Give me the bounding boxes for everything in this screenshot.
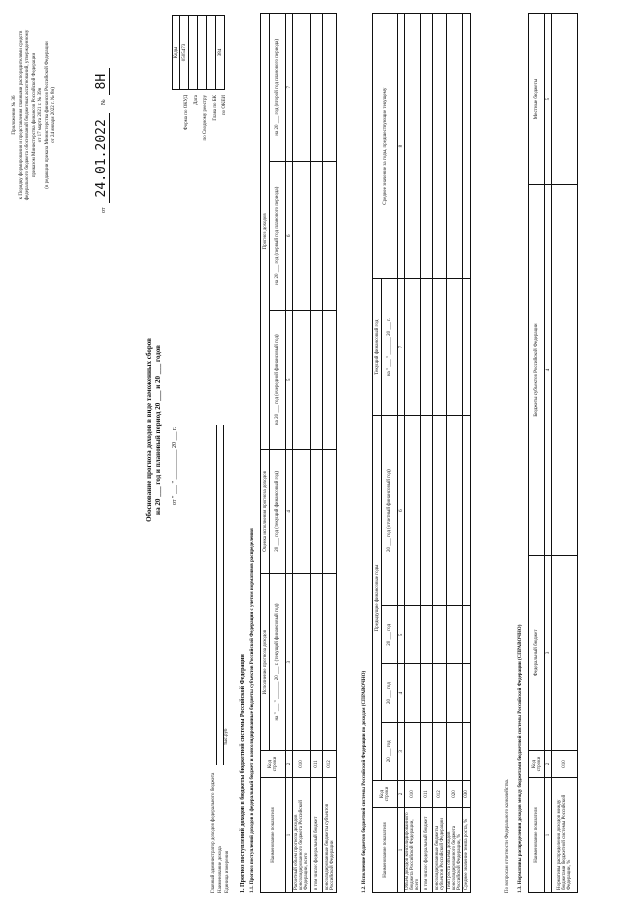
table-section-1-1	[260, 13, 337, 893]
code-registry-value	[198, 16, 207, 90]
cell	[323, 574, 337, 751]
cell	[552, 14, 578, 185]
stamp-num-prefix: №	[101, 99, 107, 106]
unit-value: тыс.руб	[224, 728, 229, 745]
codes-labels	[182, 95, 230, 175]
th-f2: на 20 ___ год (первый год планового периода)	[270, 161, 286, 310]
col-number: 4	[286, 449, 293, 573]
th-cur-on: на " ___ " _______ 20 ___ г.	[382, 279, 398, 416]
cell	[293, 161, 311, 310]
appendix-line: (в редакции приказа Министерства финансов Российской Федерации	[44, 41, 50, 189]
income-underline	[223, 425, 224, 765]
cell	[463, 722, 471, 780]
col-number: 2	[286, 751, 293, 778]
stamp-date: 24.01.2022	[94, 113, 110, 203]
th-f3: на 20 ___ год (второй год планового периода)	[270, 14, 286, 162]
cell	[323, 449, 337, 573]
cell	[421, 416, 433, 606]
code-label: по Сводному реестру	[203, 95, 208, 141]
document-title	[145, 285, 163, 575]
stamp-line	[92, 68, 110, 213]
codes-header: Коды	[173, 16, 180, 90]
cell	[463, 279, 471, 416]
th-est: Оценка исполнения прогноза доходов	[261, 449, 270, 573]
cell	[323, 14, 337, 162]
th-local: Местные бюджеты	[529, 14, 545, 185]
title-line-2: на 20 ___ год и плановый период 20 ___ и 20 ___ годов	[154, 345, 162, 515]
table-row	[421, 14, 433, 893]
cell	[433, 416, 447, 606]
row-name: Нормативы распределения доходов между бюджетами бюджетной системы Российской Федерации, %	[552, 778, 578, 893]
appendix-line: от 17 марта 2021 г. № 39н	[38, 87, 43, 143]
table-section-1-3	[528, 13, 578, 893]
th-exec: Исполнение прогноза доходов	[261, 574, 270, 751]
row-name: Темп роста объема доходов консолидированного бюджета Российской Федерации, %	[447, 808, 463, 893]
appendix-line: Приложение № 36	[12, 95, 17, 135]
col-number: 1	[398, 808, 405, 893]
row-code: 010	[405, 781, 421, 808]
table-row	[293, 14, 311, 893]
cell	[405, 279, 421, 416]
th-code: Код строки	[261, 751, 286, 778]
admin-underline	[216, 425, 217, 765]
cell	[447, 14, 463, 279]
col-number: 2	[545, 751, 552, 778]
code-okei-value: 384	[216, 16, 225, 90]
row-name: консолидированные бюджеты субъектов Российской Федерации	[433, 808, 447, 893]
cell	[421, 722, 433, 780]
th-name: Наименование показателя	[373, 808, 398, 893]
cell	[311, 574, 323, 751]
stamp-number: 8Н	[94, 68, 110, 96]
row-code: 011	[421, 781, 433, 808]
appendix-line: приказом Министерства финансов Российской Федерации	[31, 52, 37, 178]
row-code: 010	[293, 751, 311, 778]
admin-label: Главный администратор доходов федерального бюджета	[211, 772, 216, 893]
cell	[293, 310, 311, 449]
th-cur: Текущий финансовый год	[373, 279, 382, 416]
cell	[311, 310, 323, 449]
cell	[463, 606, 471, 664]
col-number: 5	[286, 310, 293, 449]
cell	[433, 14, 447, 279]
row-code: 012	[433, 781, 447, 808]
cell	[405, 606, 421, 664]
th-subj: Бюджеты субъектов Российской Федерации	[529, 185, 545, 556]
col-number: 2	[398, 781, 405, 808]
col-number: 6	[398, 416, 405, 606]
row-name: Расчетный объем прогноза доходов консолидированного бюджета Российской Федерации, всего	[293, 778, 311, 893]
cell	[405, 664, 421, 722]
cell	[447, 416, 463, 606]
title-date-line: от " ___ " __________ 20 ___ г.	[172, 426, 178, 505]
col-number: 4	[545, 185, 552, 556]
table-section-1-2	[372, 13, 471, 893]
cell	[293, 574, 311, 751]
col-number: 8	[398, 14, 405, 279]
title-line-1: Обоснование прогноза доходов в виде таможенных сборов	[145, 338, 153, 522]
th-y1: 20 ___ год	[382, 722, 398, 780]
table-row	[552, 14, 578, 893]
section12-title: 1.2. Исполнение бюджетов бюджетной системы Российской Федерации по доходам (СПРАВОЧНО)	[362, 670, 367, 893]
appendix-line: к Порядку формирования и представления главными распорядителями средств	[18, 30, 24, 200]
th-forecast: Прогноз доходов	[261, 14, 270, 450]
code-bk-value	[207, 16, 216, 90]
cell	[463, 416, 471, 606]
appendix-line: федерального бюджета обоснований бюджетных ассигнований, утвержденному	[25, 29, 30, 201]
col-number: 1	[545, 778, 552, 893]
cell	[552, 185, 578, 556]
table-row	[323, 14, 337, 893]
code-date-value	[189, 16, 198, 90]
col-number: 1	[286, 778, 293, 893]
col-number: 3	[286, 574, 293, 751]
unit-label: Единица измерения	[225, 850, 230, 893]
cell	[311, 14, 323, 162]
row-name: в том числе: федеральный бюджет	[421, 808, 433, 893]
col-number: 3	[398, 722, 405, 780]
table-row	[447, 14, 463, 893]
appendix-line: от 24 января 2022 г. № 8н)	[51, 87, 56, 143]
th-prev: Предыдущие финансовые годы	[373, 416, 382, 781]
cell	[433, 722, 447, 780]
section11-title: 1.1. Прогноз поступлений доходов в федеральный бюджет и консолидированные бюджеты субъектов Российской Федерации с учетом нормативов распределения	[250, 528, 255, 893]
th-f1: на 20 ___ год (очередной финансовый год)	[270, 310, 286, 449]
cell	[323, 310, 337, 449]
codes-box	[172, 15, 225, 90]
col-number: 5	[545, 14, 552, 185]
th-code: Код строки	[529, 751, 545, 778]
row-code: 012	[323, 751, 337, 778]
table-row	[463, 14, 471, 893]
row-code: 030	[463, 781, 471, 808]
code-okud-value: 0505473	[180, 16, 189, 90]
th-y3: 20 ___ год	[382, 606, 398, 664]
th-name: Наименование показателя	[261, 778, 286, 893]
col-number: 4	[398, 664, 405, 722]
code-label: Дата	[193, 95, 199, 105]
cell	[433, 606, 447, 664]
cell	[293, 14, 311, 162]
cell	[463, 14, 471, 279]
cell	[421, 14, 433, 279]
th-exec-year: на " ___ " _______ 20 ___ г. (текущий финансовый год)	[270, 574, 286, 751]
table-row	[311, 14, 323, 893]
code-label: по ОКЕИ	[222, 95, 227, 116]
meta-block	[210, 773, 231, 893]
th-y2: 20 ___ год	[382, 664, 398, 722]
row-name: Среднее значение темпа роста, %	[463, 808, 471, 893]
appendix-block	[12, 15, 58, 215]
cell	[463, 664, 471, 722]
row-name: Объем доходов консолидированного бюджета Российской Федерации, всего	[405, 808, 421, 893]
table-row	[405, 14, 421, 893]
cell	[552, 555, 578, 750]
stamp-prefix: от	[101, 207, 107, 213]
section13-title: 1.3. Нормативы распределения доходов между бюджетами бюджетной системы Российской Федерации (СПРАВОЧНО)	[518, 624, 523, 893]
code-label: Глава по БК	[212, 95, 218, 121]
table-row	[433, 14, 447, 893]
cell	[433, 279, 447, 416]
cell	[421, 664, 433, 722]
section1-title: 1. Прогноз поступлений доходов в бюджеты бюджетной системы Российской Федерации	[240, 654, 246, 893]
row-code: 020	[447, 781, 463, 808]
col-number: 5	[398, 606, 405, 664]
th-code: Код строки	[373, 781, 398, 808]
code-label: Форма по ОКУД	[184, 95, 189, 131]
cell	[447, 606, 463, 664]
row-name: в том числе: федеральный бюджет	[311, 778, 323, 893]
col-number: 6	[286, 161, 293, 310]
col-number: 7	[398, 279, 405, 416]
cell	[421, 279, 433, 416]
cell	[421, 606, 433, 664]
section12-footnote: По вопросам отчетности Федерального казначейства.	[505, 778, 510, 893]
row-name: консолидированные бюджеты субъектов Российской Федерации	[323, 778, 337, 893]
col-number: 7	[286, 14, 293, 162]
cell	[433, 664, 447, 722]
cell	[405, 14, 421, 279]
cell	[405, 722, 421, 780]
col-number: 3	[545, 555, 552, 750]
row-code: 011	[311, 751, 323, 778]
cell	[447, 279, 463, 416]
cell	[311, 161, 323, 310]
row-code: 010	[552, 751, 578, 778]
th-est-year: 20 ___ год (текущий финансовый год)	[270, 449, 286, 573]
income-label: Наименование дохода	[218, 846, 223, 893]
cell	[311, 449, 323, 573]
cell	[447, 664, 463, 722]
th-name: Наименование показателя	[529, 778, 545, 893]
cell	[293, 449, 311, 573]
th-y4: 20 ___ год (отчетный финансовый год)	[382, 416, 398, 606]
th-fed: Федеральный бюджет	[529, 555, 545, 750]
cell	[447, 722, 463, 780]
cell	[323, 161, 337, 310]
cell	[405, 416, 421, 606]
th-avg: Среднее значение за годы, предшествующие текущему	[373, 14, 398, 279]
